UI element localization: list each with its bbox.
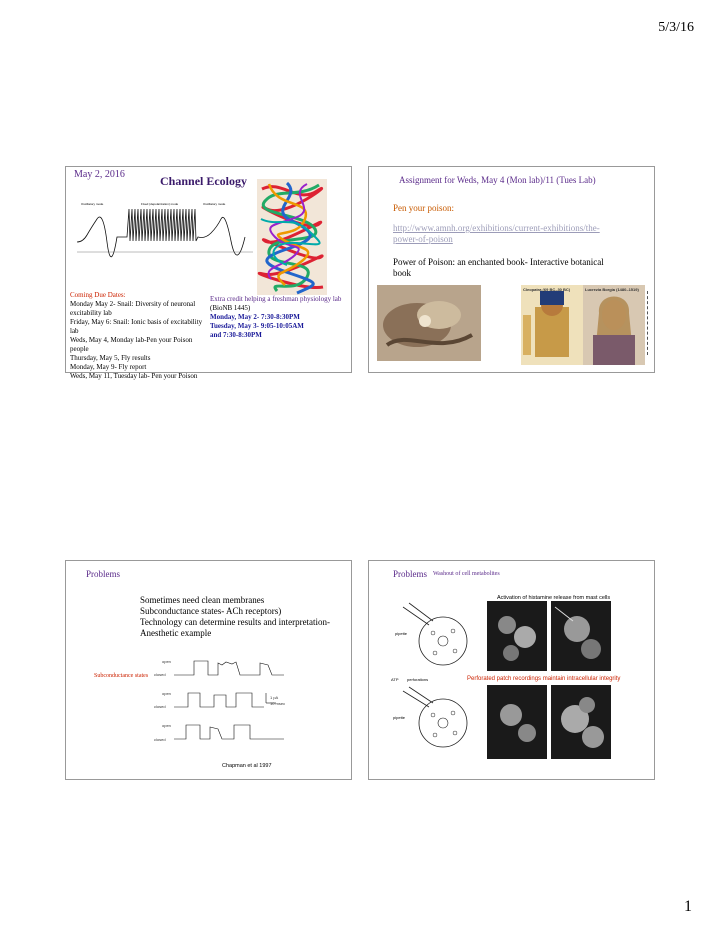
time-item: Tuesday, May 3- 9:05-10:05AM	[210, 322, 304, 330]
svg-text:perforations: perforations	[407, 677, 429, 682]
due-item: Monday May 2- Snail: Diversity of neuronal excitability lab	[70, 300, 196, 317]
due-item: Monday, May 9- Fly report	[70, 363, 147, 371]
slide-problems-washout	[368, 560, 655, 780]
time-item: Monday, May 2- 7:30-8:30PM	[210, 313, 300, 321]
time-item: and 7:30-8:30PM	[210, 331, 262, 339]
svg-text:open: open	[162, 723, 171, 728]
svg-text:closed: closed	[154, 672, 166, 677]
power-of-poison-description	[393, 257, 653, 279]
bullet-item: Technology can determine results and interpretation-	[140, 617, 331, 627]
coming-due-list	[70, 300, 206, 381]
micrograph-perforated-before	[487, 685, 547, 759]
description-line: book	[393, 268, 411, 278]
extra-credit-note: Extra credit helping a freshman physiology lab	[210, 295, 342, 303]
page-date: 5/3/16	[658, 20, 694, 35]
oscillation-traces-figure	[75, 197, 255, 259]
extra-credit-times	[210, 313, 350, 340]
whole-cell-diagram	[393, 601, 481, 667]
slide-date: May 2, 2016	[74, 169, 125, 180]
due-item: Friday, May 6: Snail: Ionic basis of excitability lab	[70, 318, 203, 335]
problem-bullets	[140, 595, 350, 639]
perforated-caption: Perforated patch recordings maintain intracellular integrity	[467, 676, 621, 682]
subconductance-label: Subconductance states	[94, 673, 149, 679]
micrograph-before	[487, 601, 547, 671]
activation-caption: Activation of histamine release from mast cells	[497, 595, 611, 601]
channel-structure-image	[257, 179, 327, 295]
slide-channel-ecology	[65, 166, 352, 380]
svg-text:open: open	[162, 659, 171, 664]
trace-label-oscillatory-2: Oscillatory mode	[203, 202, 226, 206]
due-item: Weds, May 11, Tuesday lab- Pen your Poison	[70, 372, 198, 380]
slide-title: Channel Ecology	[160, 174, 248, 188]
trace-label-oscillatory: Oscillatory mode	[81, 202, 104, 206]
svg-text:closed: closed	[154, 704, 166, 709]
micrograph-after	[551, 601, 611, 671]
due-item: Thursday, May 5, Fly results	[70, 354, 151, 362]
page-number: 1	[684, 898, 692, 915]
svg-text:open: open	[162, 691, 171, 696]
bullet-item: Sometimes need clean membranes	[140, 595, 265, 605]
citation: Chapman et al 1997	[222, 763, 272, 769]
cleopatra-portrait	[521, 285, 583, 365]
svg-text:10 msec: 10 msec	[270, 701, 286, 706]
url-line[interactable]: power-of-poison	[393, 234, 453, 244]
svg-text:1 pA: 1 pA	[270, 695, 279, 700]
trace-label-fixed: Fixed (depolarization) mode	[141, 202, 179, 206]
micrograph-perforated-after	[551, 685, 611, 759]
voltage-trace	[77, 209, 245, 257]
slide-title: Assignment for Weds, May 4 (Mon lab)/11 (Tues Lab)	[399, 175, 596, 185]
lucrezia-portrait	[583, 285, 645, 365]
description-line: Power of Poison: an enchanted book- Interactive botanical	[393, 257, 604, 267]
amnh-link[interactable]	[393, 223, 648, 245]
lucrezia-caption: Lucrezia Borgia (1480–1519)	[585, 287, 639, 292]
pen-your-poison: Pen your poison:	[393, 203, 455, 213]
single-channel-traces-figure	[152, 657, 292, 753]
cleopatra-caption: Cleopatra (69 BC–30 BC)	[523, 287, 571, 292]
slide-assignment	[368, 166, 655, 373]
dashed-divider	[647, 291, 648, 355]
poison-book-photo	[377, 285, 481, 361]
svg-text:ATP: ATP	[391, 677, 399, 682]
svg-text:pipette: pipette	[393, 715, 406, 720]
perforated-patch-diagram	[389, 673, 483, 753]
svg-text:pipette: pipette	[395, 631, 408, 636]
slide-title: Problems	[86, 569, 121, 579]
room-label: (BioNB 1445)	[210, 304, 251, 312]
coming-due-heading: Coming Due Dates:	[70, 291, 126, 299]
bullet-item: Subconductance states- ACh receptors)	[140, 606, 282, 616]
slide-problems-subconductance	[65, 560, 352, 780]
bullet-item: Anesthetic example	[140, 628, 212, 638]
svg-text:closed: closed	[154, 737, 166, 742]
url-line[interactable]: http://www.amnh.org/exhibitions/current-exhibitions/the-	[393, 223, 600, 233]
slide-title: Problems	[393, 569, 428, 579]
due-item: Weds, May 4, Monday lab-Pen your Poison people	[70, 336, 193, 353]
slide-subtitle: Washout of cell metabolites	[433, 571, 500, 577]
